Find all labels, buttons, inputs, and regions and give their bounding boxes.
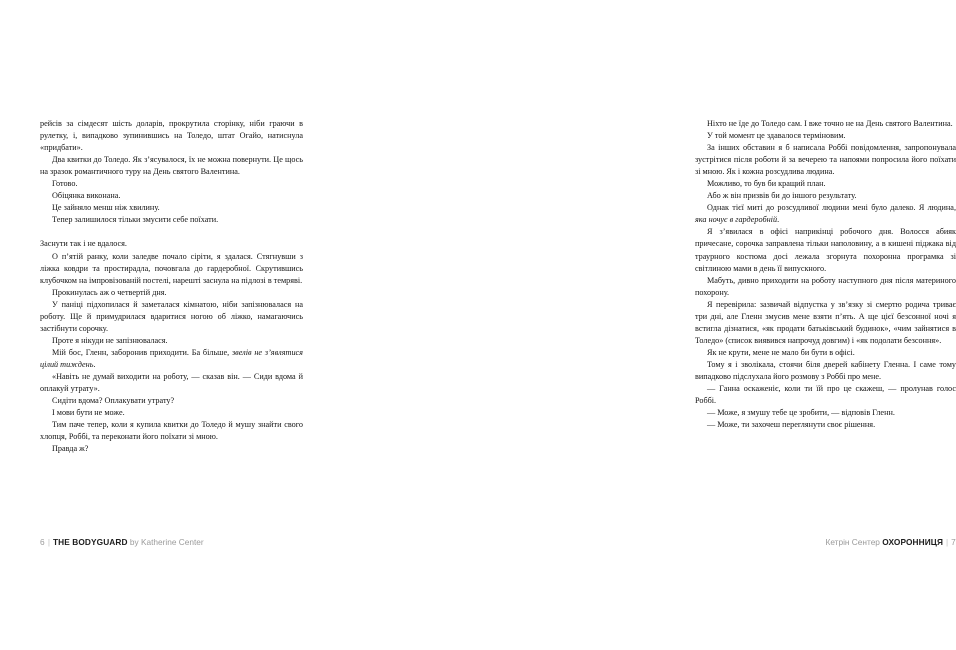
paragraph: Правда ж? [52,444,89,454]
paragraph: Я перевірила: зазвичай відпустка у зв’язку зі смертю родича триває три дні, але Гленн змусив мене взяти п’ять. А ще цієї безсонної ночі я встигла дізнатися, «як продати батьківський будинок», «чим зайнятися в Толедо» (список виявився напрочуд довгим) і «як подолати безсоння». [695,299,956,345]
left-footer-byline: by Katherine Center [129,537,204,547]
paragraph: Я з’явилася в офісі наприкінці робочого дня. Волосся абияк причесане, сорочка заправлена тільки наполовину, а в кишені піджака від траурного костюма досі лежала згорнута похоронна програмка зі світлиною мами в день її випускного. [695,227,956,273]
paragraph: За інших обставин я б написала Роббі повідомлення, запропонувала зустрітися після роботи й за вечерею та напоями попросила його поїхати зі мною. Як і кожна розсудлива людина. [695,143,956,177]
left-page-footer [40,534,204,550]
paragraph: Однак тієї миті до розсудливої людини мені було далеко. Я людина, яка ночує в гардеробній. [695,203,956,225]
page-right [325,0,956,650]
paragraph: Два квитки до Толедо. Як з’ясувалося, їх не можна повернути. Це щось на зразок романтичного туру на День святого Валентина. [40,155,303,177]
right-footer-separator: | [946,537,949,547]
paragraph: Як не крути, мене не мало би бути в офісі. [707,347,855,357]
paragraph: рейсів за сімдесят шість доларів, прокрутила сторінку, ніби граючи в рулетку, і, випадково зупинившись на Толедо, штат Огайо, натиснула «придбати». [40,119,303,153]
right-footer-author: Кетрін Сентер [825,537,880,547]
paragraph: Тому я і зволікала, стоячи біля дверей кабінету Гленна. І саме тому випадково підслухала його розмову з Роббі про мене. [695,359,956,381]
paragraph: Прокинулась аж о четвертій дня. [52,287,167,297]
left-page-folio: 6 [40,537,45,547]
paragraph: Обіцянка виконана. [52,191,121,201]
right-footer-book-title: ОХОРОННИЦЯ [882,537,944,547]
emphasis-text: яка ночує в гардеробній [695,215,778,225]
paragraph: Тим паче тепер, коли я купила квитки до Толедо й мушу знайти свого хлопця, Роббі, та переконати його поїхати зі мною. [40,420,303,442]
emphasis-text: звелів не з’являтися цілий тиждень [40,347,303,369]
paragraph: — Ганна оскаженіє, коли ти їй про це скажеш, — пролунав голос Роббі. [695,384,956,406]
paragraph: — Може, ти захочеш переглянути своє рішення. [707,420,876,430]
paragraph: Ніхто не їде до Толедо сам. І вже точно не на День святого Валентина. [707,119,953,128]
paragraph: «Навіть не думай виходити на роботу, — сказав він. — Сиди вдома й оплакуй утрату». [40,371,303,394]
page-left [0,0,325,650]
paragraph: Або ж він призвів би до іншого результату. [707,191,857,201]
paragraph: О п’ятій ранку, коли заледве почало сіріти, я здалася. Стягнувши з ліжка ковдри та простирадла, почовгала до гардеробної. Скрутившись клубочком на імпровізованій постелі, нарешті заснула на підлозі в темряві. [40,251,303,285]
left-footer-book-title: THE BODYGUARD [52,537,128,547]
paragraph: Тепер залишилося тільки змусити себе поїхати. [52,215,219,225]
paragraph: Мабуть, дивно приходити на роботу наступного дня після материного похорону. [695,275,956,297]
left-footer-separator: | [47,537,50,547]
paragraph: Заснути так і не вдалося. [40,239,127,249]
paragraph: Готово. [52,179,78,189]
right-page-folio: 7 [951,537,956,547]
left-page-textblock [40,118,303,455]
paragraph: І мови бути не може. [52,408,125,418]
right-page-textblock [695,118,956,431]
right-page-footer [695,534,956,550]
paragraph: У той момент це здавалося терміновим. [707,131,846,141]
paragraph: Це зайняло менш ніж хвилину. [52,203,160,213]
paragraph: Проте я нікуди не запізнювалася. [52,335,168,345]
paragraph: Сидіти вдома? Оплакувати утрату? [52,396,175,406]
paragraph: Мій бос, Гленн, заборонив приходити. Ба більше, звелів не з’являтися цілий тиждень. [40,347,303,369]
paragraph: — Може, я змушу тебе це зробити, — відповів Гленн. [707,408,895,418]
paragraph: У паніці підхопилася й заметалася кімнатою, ніби запізнювалася на роботу. Ще й примудрилася вдаритися ногою об ліжко, намагаючись застібнути сорочку. [40,299,303,333]
paragraph: Можливо, то був би кращий план. [707,179,826,189]
